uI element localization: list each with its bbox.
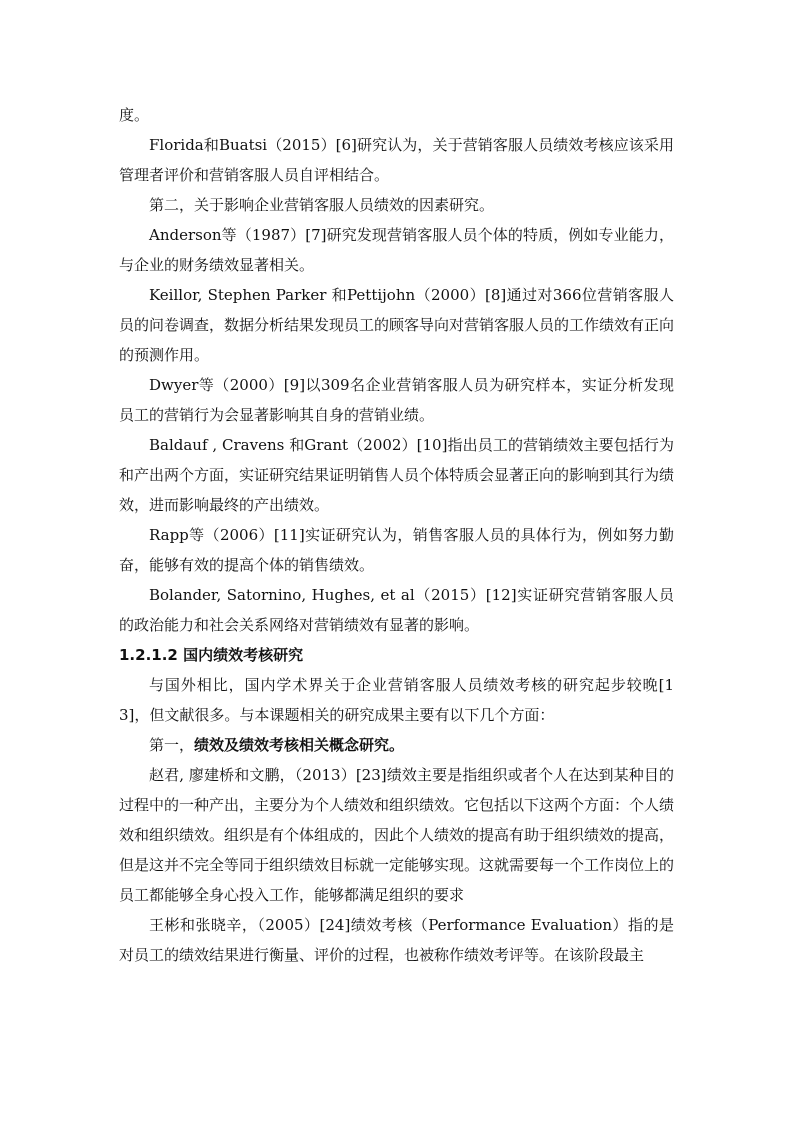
paragraph-anderson: Anderson等（1987）[7]研究发现营销客服人员个体的特质，例如专业能力，与企业的财务绩效显著相关。 bbox=[119, 226, 674, 274]
paragraph-bolander: Bolander, Satornino, Hughes, et al（2015）[12]实证研究营销客服人员的政治能力和社会关系网络对营销绩效有显著的影响。 bbox=[119, 586, 674, 634]
paragraph-rapp: Rapp等（2006）[11]实证研究认为，销售客服人员的具体行为，例如努力勤奋，能够有效的提高个体的销售绩效。 bbox=[119, 526, 674, 574]
paragraph-wang: 王彬和张晓辛，（2005）[24]绩效考核（Performance Evaluation）指的是对员工的绩效结果进行衡量、评价的过程，也被称作绩效考评等。在该阶段最主 bbox=[119, 916, 674, 964]
paragraph-zhao: 赵君, 廖建桥和文鹏，（2013）[23]绩效主要是指组织或者个人在达到某种目的过程中的一种产出，主要分为个人绩效和组织绩效。它包括以下这两个方面：个人绩效和组织绩效。组织是有个体组成的，因此个人绩效的提高有助于组织绩效的提高，但是这并不完全等同于组织绩效目标就一定能够实现。这就需要每一个工作岗位上的员工都能够全身心投入工作，能够都满足组织的要求 bbox=[119, 766, 675, 904]
paragraph-second-point: 第二，关于影响企业营销客服人员绩效的因素研究。 bbox=[149, 196, 495, 214]
paragraph-continuation: 度。 bbox=[119, 106, 150, 124]
paragraph-first-point bbox=[119, 730, 674, 760]
paragraph-keillor: Keillor, Stephen Parker 和Pettijohn（2000）[8]通过对366位营销客服人员的问卷调查，数据分析结果发现员工的顾客导向对营销客服人员的工作绩效有正向的预测作用。 bbox=[119, 286, 675, 364]
section-heading: 1.2.1.2 国内绩效考核研究 bbox=[119, 646, 304, 664]
first-point-bold: 绩效及绩效考核相关概念研究。 bbox=[194, 736, 405, 754]
paragraph-dwyer: Dwyer等（2000）[9]以309名企业营销客服人员为研究样本，实证分析发现员工的营销行为会显著影响其自身的营销业绩。 bbox=[119, 376, 674, 424]
document-page bbox=[119, 100, 674, 970]
paragraph-domestic-intro: 与国外相比，国内学术界关于企业营销客服人员绩效考核的研究起步较晚[13]，但文献很多。与本课题相关的研究成果主要有以下几个方面： bbox=[119, 676, 674, 724]
first-point-prefix: 第一， bbox=[149, 736, 195, 754]
paragraph-baldauf: Baldauf , Cravens 和Grant（2002）[10]指出员工的营销绩效主要包括行为和产出两个方面，实证研究结果证明销售人员个体特质会显著正向的影响到其行为绩效，进而影响最终的产出绩效。 bbox=[119, 436, 675, 514]
paragraph-florida: Florida和Buatsi（2015）[6]研究认为，关于营销客服人员绩效考核应该采用管理者评价和营销客服人员自评相结合。 bbox=[119, 136, 674, 184]
